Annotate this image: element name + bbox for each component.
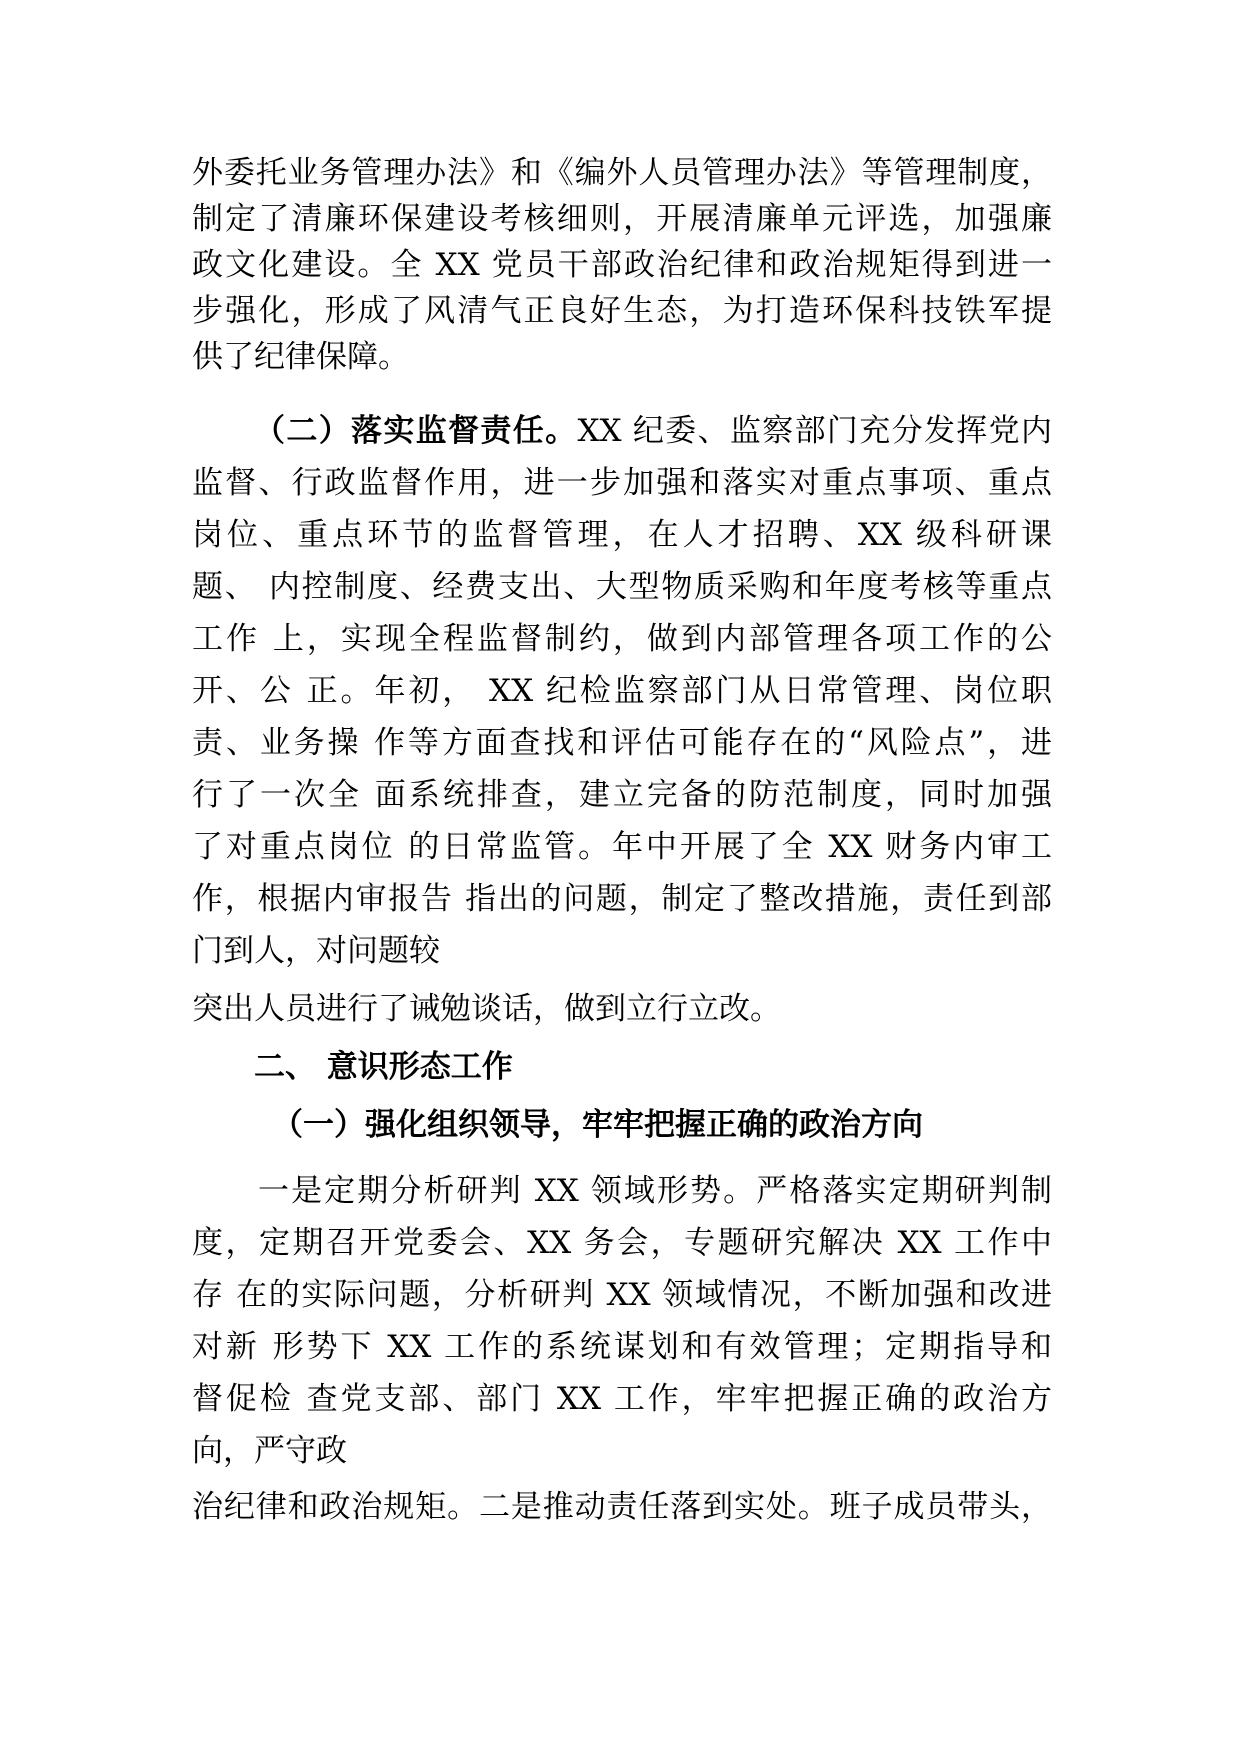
body-text-line: 存 在的实际问题，分析研判 XX 领域情况，不断加强和改进 [192,1277,1052,1313]
body-text-line: 外委托业务管理办法》和《编外人员管理办法》等管理制度， [192,155,1052,191]
body-text-line: 突出人员进行了诫勉谈话，做到立行立改。 [192,991,781,1027]
body-text-line: 对新 形势下 XX 工作的系统谋划和有效管理；定期指导和 [192,1329,1052,1365]
body-text-line: 督促检 查党支部、部门 XX 工作，牢牢把握正确的政治方 [192,1381,1052,1417]
body-text-line: 岗位、重点环节的监督管理，在人才招聘、XX 级科研课 [192,517,1052,553]
paragraph-lead-line [254,410,1052,452]
subsection-lead-bold: （二）落实监督责任。 [254,413,578,449]
body-text-line: 行了一次全 面系统排查，建立完备的防范制度，同时加强 [192,777,1052,813]
body-text-line: 门到人，对问题较 [192,933,440,969]
subsection-heading: （一）强化组织领导，牢牢把握正确的政治方向 [272,1107,923,1143]
body-text-line: 步强化，形成了风清气正良好生态，为打造环保科技铁军提 [192,293,1052,329]
lead-line-rest: XX 纪委、监察部门充分发挥党内 [577,413,1052,449]
body-text-line: 政文化建设。全 XX 党员干部政治纪律和政治规矩得到进一 [192,247,1052,283]
body-text-line: 开、公 正。年初， XX 纪检监察部门从日常管理、岗位职 [192,673,1052,709]
body-text-line: 向，严守政 [192,1433,347,1469]
body-text-line: 治纪律和政治规矩。二是推动责任落到实处。班子成员带头， [192,1489,1052,1525]
body-text-line: 题、 内控制度、经费支出、大型物质采购和年度考核等重点 [192,569,1052,605]
body-text-line: 工作 上，实现全程监督制约，做到内部管理各项工作的公 [192,621,1052,657]
body-text-line: 制定了清廉环保建设考核细则，开展清廉单元评选，加强廉 [192,201,1052,237]
body-text-line: 一是定期分析研判 XX 领域形势。严格落实定期研判制 [258,1173,1052,1209]
body-text-line: 责、业务操 作等方面查找和评估可能存在的“风险点”，进 [192,725,1052,761]
body-text-line: 了对重点岗位 的日常监管。年中开展了全 XX 财务内审工 [192,829,1052,865]
body-text-line: 监督、行政监督作用，进一步加强和落实对重点事项、重点 [192,465,1052,501]
body-text-line: 度，定期召开党委会、XX 务会，专题研究解决 XX 工作中 [192,1225,1052,1261]
body-text-line: 作，根据内审报告 指出的问题，制定了整改措施，责任到部 [192,881,1052,917]
section-heading: 二、 意识形态工作 [254,1049,513,1085]
body-text-line: 供了纪律保障。 [192,339,409,375]
